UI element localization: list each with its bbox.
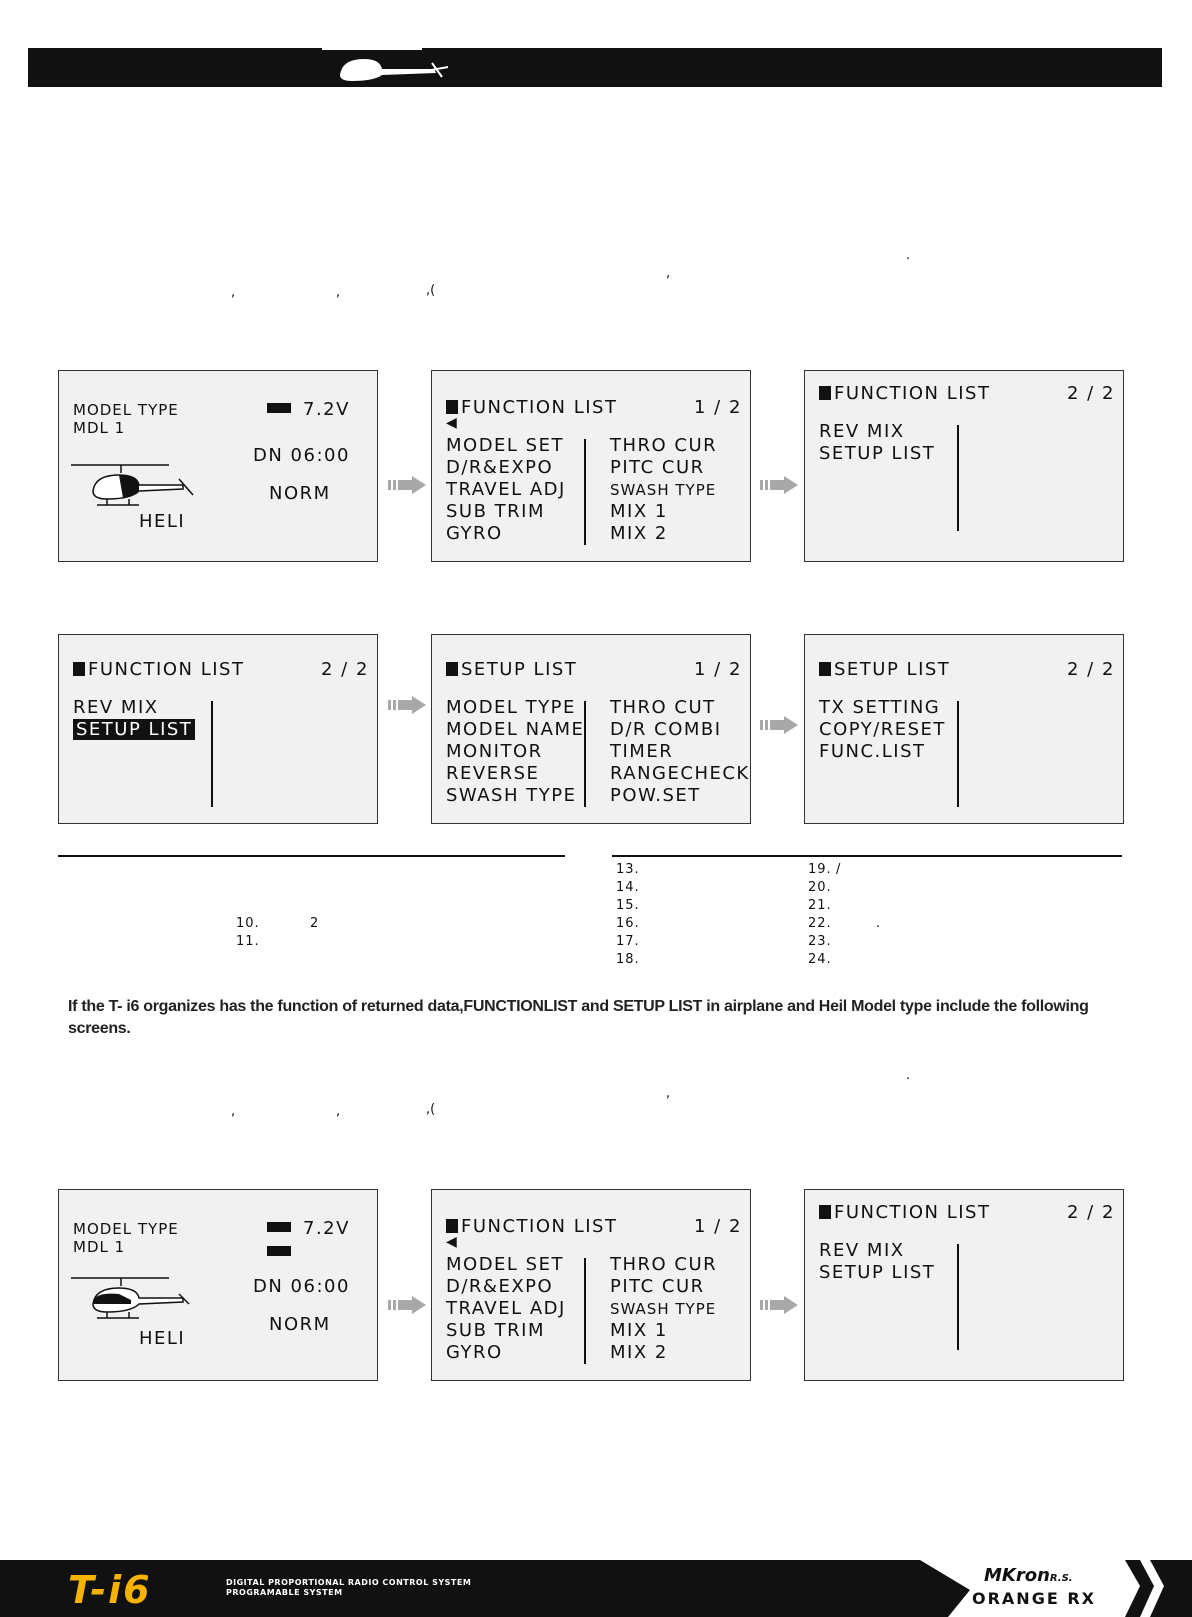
menu-item: REV MIX [819, 421, 905, 442]
model-type-heli: HELI [139, 511, 186, 532]
brand-name: ORANGE RX [972, 1589, 1096, 1608]
menu-item: SWASH TYPE [610, 1300, 717, 1318]
helicopter-icon [71, 1274, 201, 1326]
menu-item: D/R&EXPO [446, 1276, 554, 1297]
menu-item: REV MIX [819, 1240, 905, 1261]
scan-mark: , [336, 1104, 341, 1119]
scan-mark: ,( [426, 283, 436, 298]
list-number: 14. [616, 880, 640, 895]
page-indicator: 2 / 2 [1067, 383, 1115, 404]
header-bar [28, 48, 1162, 87]
scan-mark: , [231, 1104, 236, 1119]
footer-tagline: PROGRAMABLE SYSTEM [226, 1588, 343, 1597]
battery-icon [267, 1218, 291, 1239]
lcd-function-list-2 [804, 1189, 1124, 1381]
menu-item: MODEL NAME [446, 719, 585, 740]
brand-logo: MKronR.S. [984, 1565, 1073, 1586]
list-number: 21. [808, 898, 832, 913]
arrow-right-icon [760, 1296, 800, 1314]
page-indicator: 1 / 2 [694, 1216, 742, 1237]
model-name: MDL 1 [73, 1238, 126, 1256]
arrow-right-icon [760, 476, 800, 494]
helicopter-icon [322, 47, 452, 89]
battery-icon [267, 399, 291, 420]
menu-item: SETUP LIST [819, 443, 936, 464]
column-divider [211, 701, 213, 807]
screen-title: FUNCTION LIST [446, 1216, 617, 1237]
list-text: 2 [310, 916, 320, 931]
menu-item: REVERSE [446, 763, 540, 784]
list-number: 19. [808, 862, 832, 877]
column-divider [957, 1244, 959, 1350]
model-name: MDL 1 [73, 419, 126, 437]
menu-item: MIX 2 [610, 523, 668, 544]
menu-item: TX SETTING [819, 697, 941, 718]
arrow-right-icon [760, 716, 800, 734]
menu-item: TRAVEL ADJ [446, 479, 566, 500]
scan-mark: . [906, 248, 911, 263]
page-indicator: 2 / 2 [1067, 1202, 1115, 1223]
menu-item: SETUP LIST [819, 1262, 936, 1283]
arrow-right-icon [388, 696, 428, 714]
menu-item: SUB TRIM [446, 501, 546, 522]
arrow-right-icon [388, 476, 428, 494]
menu-item-selected: SETUP LIST [73, 719, 195, 740]
menu-item: SWASH TYPE [446, 785, 577, 806]
mode: NORM [269, 1314, 331, 1335]
model-type-heli: HELI [139, 1328, 186, 1349]
divider-rule [58, 855, 565, 857]
lcd-setup-list-1 [431, 634, 751, 824]
menu-item: SWASH TYPE [610, 481, 717, 499]
menu-item: MODEL SET [446, 1254, 564, 1275]
list-number: 22. [808, 916, 832, 931]
list-text: / [836, 862, 842, 877]
note-paragraph: If the T- i6 organizes has the function of returned data,FUNCTIONLIST and SETUP LIST in airplane and Heil Model type include the following screens. [68, 998, 1089, 1037]
list-number: 23. [808, 934, 832, 949]
scan-mark: , [666, 1086, 671, 1101]
menu-item: MIX 1 [610, 501, 668, 522]
menu-item: RANGECHECK [610, 763, 750, 784]
menu-item: TRAVEL ADJ [446, 1298, 566, 1319]
arrow-right-icon [388, 1296, 428, 1314]
scan-mark: , [666, 266, 671, 281]
menu-item: POW.SET [610, 785, 701, 806]
list-number: 13. [616, 862, 640, 877]
menu-item: MODEL TYPE [446, 697, 576, 718]
menu-item: MODEL SET [446, 435, 564, 456]
screen-title: SETUP LIST [819, 659, 950, 680]
menu-item: THRO CUR [610, 435, 718, 456]
page-indicator: 1 / 2 [694, 659, 742, 680]
lcd-function-list-1 [431, 370, 751, 562]
model-type-label: MODEL TYPE [73, 401, 179, 419]
battery-icon [267, 1242, 291, 1263]
menu-item: PITC CUR [610, 457, 705, 478]
menu-item: REV MIX [73, 697, 159, 718]
lcd-function-list-1 [431, 1189, 751, 1381]
menu-item: GYRO [446, 1342, 503, 1363]
column-divider [957, 425, 959, 531]
page-indicator: 2 / 2 [321, 659, 369, 680]
menu-item: D/R COMBI [610, 719, 722, 740]
list-number: 18. [616, 952, 640, 967]
scan-mark: . [906, 1068, 911, 1083]
menu-item: THRO CUR [610, 1254, 718, 1275]
lcd-setup-list-2 [804, 634, 1124, 824]
page-indicator: 1 / 2 [694, 397, 742, 418]
screen-title: FUNCTION LIST [446, 397, 617, 418]
screen-title: FUNCTION LIST [819, 1202, 990, 1223]
list-number: 24. [808, 952, 832, 967]
screen-title: FUNCTION LIST [819, 383, 990, 404]
menu-item: SUB TRIM [446, 1320, 546, 1341]
divider-rule [612, 855, 1122, 857]
menu-item: MONITOR [446, 741, 543, 762]
menu-item: GYRO [446, 523, 503, 544]
menu-item: FUNC.LIST [819, 741, 926, 762]
lcd-function-list-2 [804, 370, 1124, 562]
voltage: 7.2V [303, 399, 350, 420]
screen-title: SETUP LIST [446, 659, 577, 680]
scan-mark: , [336, 285, 341, 300]
column-divider [584, 439, 586, 545]
voltage: 7.2V [303, 1218, 350, 1239]
page-indicator: 2 / 2 [1067, 659, 1115, 680]
helicopter-icon [71, 461, 201, 513]
cursor-icon: ◀ [446, 415, 459, 431]
menu-item: THRO CUT [610, 697, 716, 718]
timer: DN 06:00 [253, 445, 350, 466]
menu-item: COPY/RESET [819, 719, 946, 740]
column-divider [957, 701, 959, 807]
footer-tagline: DIGITAL PROPORTIONAL RADIO CONTROL SYSTEM [226, 1578, 472, 1587]
lcd-home-screen [58, 1189, 378, 1381]
timer: DN 06:00 [253, 1276, 350, 1297]
cursor-icon: ◀ [446, 1234, 459, 1250]
mode: NORM [269, 483, 331, 504]
model-type-label: MODEL TYPE [73, 1220, 179, 1238]
menu-item: TIMER [610, 741, 674, 762]
screen-title: FUNCTION LIST [73, 659, 244, 680]
column-divider [584, 1258, 586, 1364]
lcd-function-list-2-selected [58, 634, 378, 824]
list-number: 10. [236, 916, 260, 931]
list-number: 11. [236, 934, 260, 949]
menu-item: D/R&EXPO [446, 457, 554, 478]
menu-item: MIX 2 [610, 1342, 668, 1363]
product-logo: T-i6 [68, 1568, 152, 1612]
list-number: 16. [616, 916, 640, 931]
list-text: . [876, 916, 882, 931]
list-number: 15. [616, 898, 640, 913]
column-divider [584, 701, 586, 807]
list-number: 17. [616, 934, 640, 949]
list-number: 20. [808, 880, 832, 895]
lcd-home-screen [58, 370, 378, 562]
menu-item: MIX 1 [610, 1320, 668, 1341]
scan-mark: , [231, 285, 236, 300]
menu-item: PITC CUR [610, 1276, 705, 1297]
scan-mark: ,( [426, 1102, 436, 1117]
